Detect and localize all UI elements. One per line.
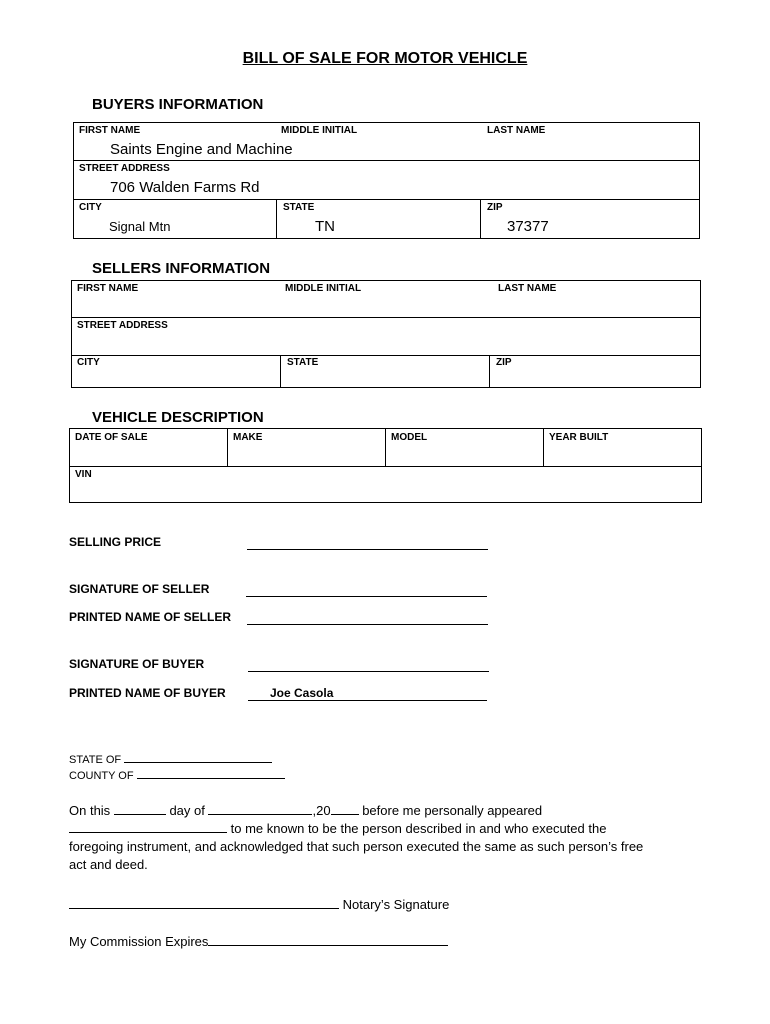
sellers-box [71, 280, 701, 388]
county-of-field[interactable] [137, 766, 285, 779]
buyer-state-label: STATE [283, 202, 315, 213]
notary-paragraph [69, 802, 709, 874]
divider [227, 428, 228, 466]
appeared-name-field[interactable] [69, 820, 227, 833]
notary-line-4: act and deed. [69, 857, 148, 872]
notary-signature-field[interactable] [69, 896, 339, 909]
month-field[interactable] [208, 802, 312, 815]
commission-expires-label: My Commission Expires [69, 934, 209, 949]
signature-buyer-label: SIGNATURE OF BUYER [69, 657, 205, 671]
seller-last-name-label: LAST NAME [498, 283, 557, 294]
divider [385, 428, 386, 466]
divider [276, 199, 277, 239]
divider [543, 428, 544, 466]
signature-seller-label: SIGNATURE OF SELLER [69, 582, 210, 596]
buyers-heading: BUYERS INFORMATION [92, 96, 264, 113]
seller-middle-initial-label: MIDDLE INITIAL [285, 283, 362, 294]
vehicle-heading: VEHICLE DESCRIPTION [92, 409, 264, 426]
notary-line-3: foregoing instrument, and acknowledged that such person executed the same as such person’s free [69, 839, 644, 854]
seller-city-label: CITY [77, 357, 100, 368]
model-label: MODEL [391, 432, 428, 443]
buyer-city-label: CITY [79, 202, 102, 213]
buyer-city-field[interactable]: Signal Mtn [109, 219, 171, 234]
divider [480, 199, 481, 239]
day-field[interactable] [114, 802, 166, 815]
buyer-last-name-label: LAST NAME [487, 125, 546, 136]
on-this-text: On this [69, 803, 111, 818]
divider [71, 355, 701, 356]
signature-buyer-field[interactable] [248, 657, 489, 672]
buyer-state-field[interactable]: TN [315, 218, 335, 235]
seller-state-label: STATE [287, 357, 319, 368]
sellers-heading: SELLERS INFORMATION [92, 260, 271, 277]
buyer-zip-label: ZIP [487, 202, 503, 213]
buyer-street-field[interactable]: 706 Walden Farms Rd [110, 179, 260, 196]
notary-signature-label: Notary’s Signature [342, 897, 450, 912]
printed-buyer-value: Joe Casola [270, 686, 334, 700]
divider [73, 199, 700, 200]
vin-label: VIN [75, 469, 92, 480]
divider [69, 466, 702, 467]
buyer-first-name-label: FIRST NAME [79, 125, 141, 136]
divider [71, 317, 701, 318]
printed-buyer-field[interactable] [248, 686, 487, 701]
buyer-middle-initial-label: MIDDLE INITIAL [281, 125, 358, 136]
county-of-line [69, 766, 285, 782]
county-of-label: COUNTY OF [69, 770, 134, 782]
selling-price-label: SELLING PRICE [69, 535, 162, 549]
seller-zip-label: ZIP [496, 357, 512, 368]
state-of-label: STATE OF [69, 754, 122, 766]
date-of-sale-label: DATE OF SALE [75, 432, 148, 443]
year-field[interactable] [331, 802, 359, 815]
divider [489, 355, 490, 388]
buyer-zip-field[interactable]: 37377 [507, 218, 549, 235]
notary-line-1 [69, 802, 709, 820]
known-to-me-text: to me known to be the person described in and who executed the [230, 821, 607, 836]
buyer-street-label: STREET ADDRESS [79, 163, 170, 174]
signature-seller-field[interactable] [246, 582, 487, 597]
commission-expires-field[interactable] [208, 933, 448, 946]
seller-first-name-label: FIRST NAME [77, 283, 139, 294]
divider [73, 160, 700, 161]
printed-seller-label: PRINTED NAME OF SELLER [69, 610, 232, 624]
commission-line [69, 933, 448, 951]
state-of-field[interactable] [124, 750, 272, 763]
seller-street-label: STREET ADDRESS [77, 320, 168, 331]
printed-buyer-label: PRINTED NAME OF BUYER [69, 686, 226, 700]
printed-seller-field[interactable] [247, 610, 488, 625]
year-built-label: YEAR BUILT [549, 432, 609, 443]
notary-line-2 [69, 820, 709, 838]
before-me-text: before me personally appeared [362, 803, 543, 818]
page-title: BILL OF SALE FOR MOTOR VEHICLE [242, 50, 528, 67]
year-prefix-text: ,20 [312, 803, 331, 818]
day-of-text: day of [169, 803, 205, 818]
make-label: MAKE [233, 432, 263, 443]
notary-signature-line [69, 896, 449, 914]
state-of-line [69, 750, 272, 766]
selling-price-field[interactable] [247, 535, 488, 550]
divider [280, 355, 281, 388]
buyer-first-name-field[interactable]: Saints Engine and Machine [110, 141, 293, 158]
